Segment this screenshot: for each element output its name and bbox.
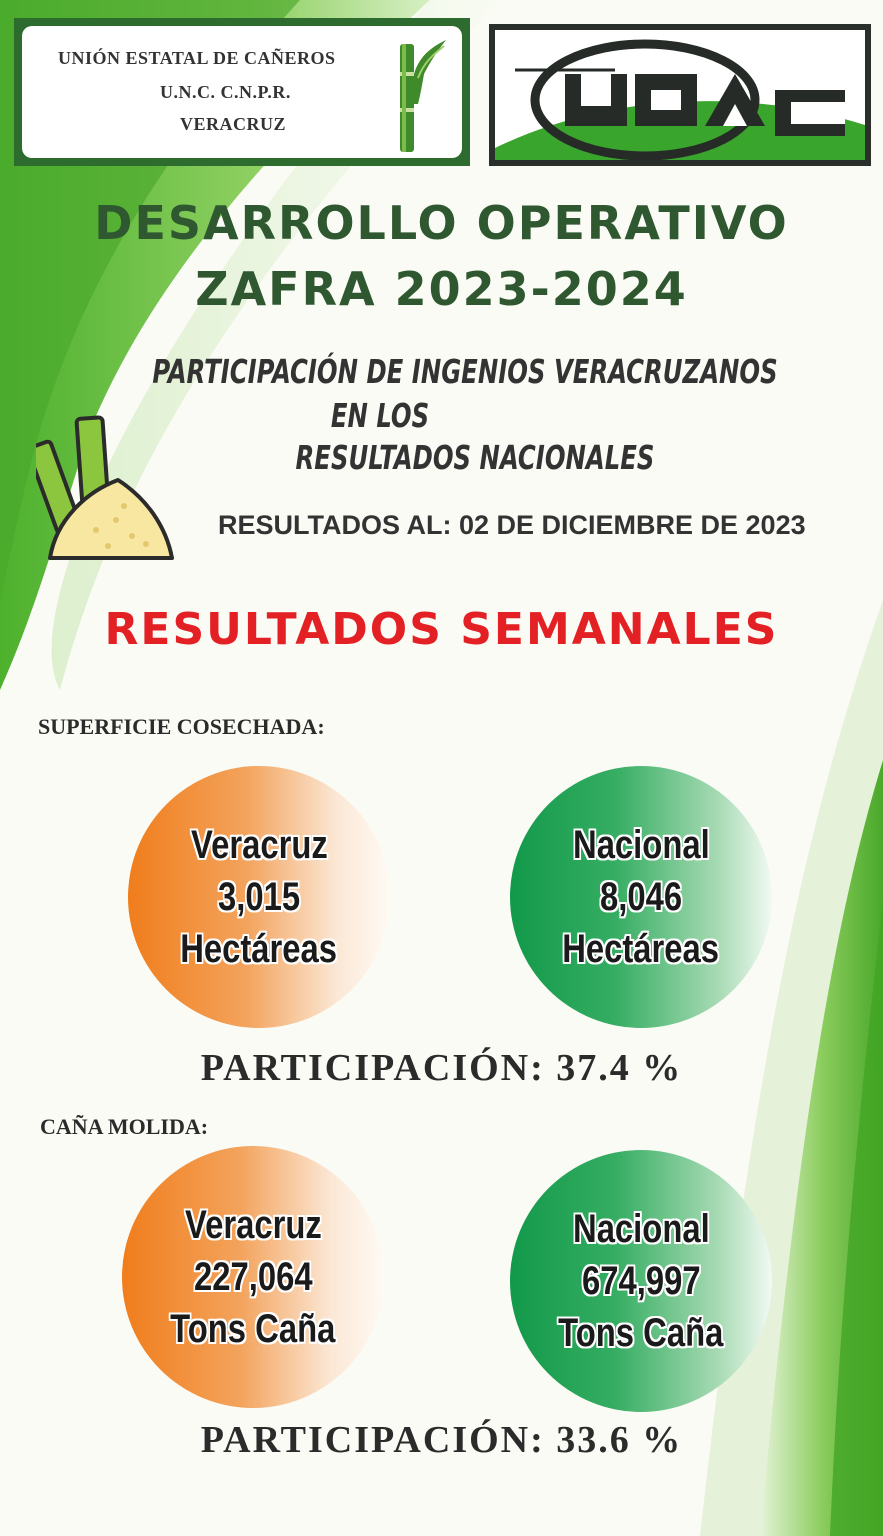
nacional-superficie-circle [510, 766, 772, 1028]
unc-logo-icon [495, 30, 865, 160]
veracruz-superficie-circle [128, 766, 390, 1028]
participation-cana-molida: PARTICIPACIÓN: 33.6 % [200, 1419, 683, 1461]
section-label-superficie: SUPERFICIE COSECHADA: [38, 714, 325, 739]
main-title-line1: DESARROLLO OPERATIVO [94, 196, 789, 250]
nacional-label: Nacional [572, 823, 710, 867]
veracruz-label: Veracruz [184, 1203, 322, 1247]
nacional-cana-unit: Tons Caña [558, 1311, 724, 1355]
org-name: UNIÓN ESTATAL DE CAÑEROS [58, 48, 336, 68]
unc-logo-card [495, 30, 865, 160]
subtitle-line3: RESULTADOS NACIONALES [295, 438, 655, 477]
results-date: RESULTADOS AL: 02 DE DICIEMBRE DE 2023 [218, 510, 806, 540]
subtitle-line2: EN LOS [330, 396, 430, 435]
nacional-superficie-value: 8,046 [599, 875, 683, 919]
nacional-label: Nacional [572, 1207, 710, 1251]
section-label-cana-molida: CAÑA MOLIDA: [40, 1114, 209, 1139]
subtitle-line1: PARTICIPACIÓN DE INGENIOS VERACRUZANOS [152, 352, 778, 391]
nacional-cana-value: 674,997 [581, 1259, 701, 1303]
veracruz-superficie-unit: Hectáreas [180, 927, 338, 971]
org-acronym: U.N.C. C.N.P.R. [160, 82, 291, 102]
sugarcane-sugar-icon [36, 410, 176, 560]
weekly-results-heading: RESULTADOS SEMANALES [104, 604, 779, 655]
organization-header [14, 18, 470, 166]
veracruz-label: Veracruz [190, 823, 328, 867]
main-title-line2: ZAFRA 2023-2024 [195, 262, 688, 316]
org-state: VERACRUZ [180, 114, 287, 134]
organization-card [22, 26, 462, 158]
nacional-superficie-unit: Hectáreas [562, 927, 720, 971]
veracruz-superficie-value: 3,015 [217, 875, 301, 919]
participation-superficie: PARTICIPACIÓN: 37.4 % [200, 1047, 683, 1089]
nacional-cana-circle [510, 1150, 772, 1412]
unc-logo-box [489, 24, 871, 166]
veracruz-cana-circle [122, 1146, 384, 1408]
veracruz-cana-unit: Tons Caña [170, 1307, 336, 1351]
sugarcane-logo-icon [390, 34, 448, 154]
veracruz-cana-value: 227,064 [193, 1255, 313, 1299]
